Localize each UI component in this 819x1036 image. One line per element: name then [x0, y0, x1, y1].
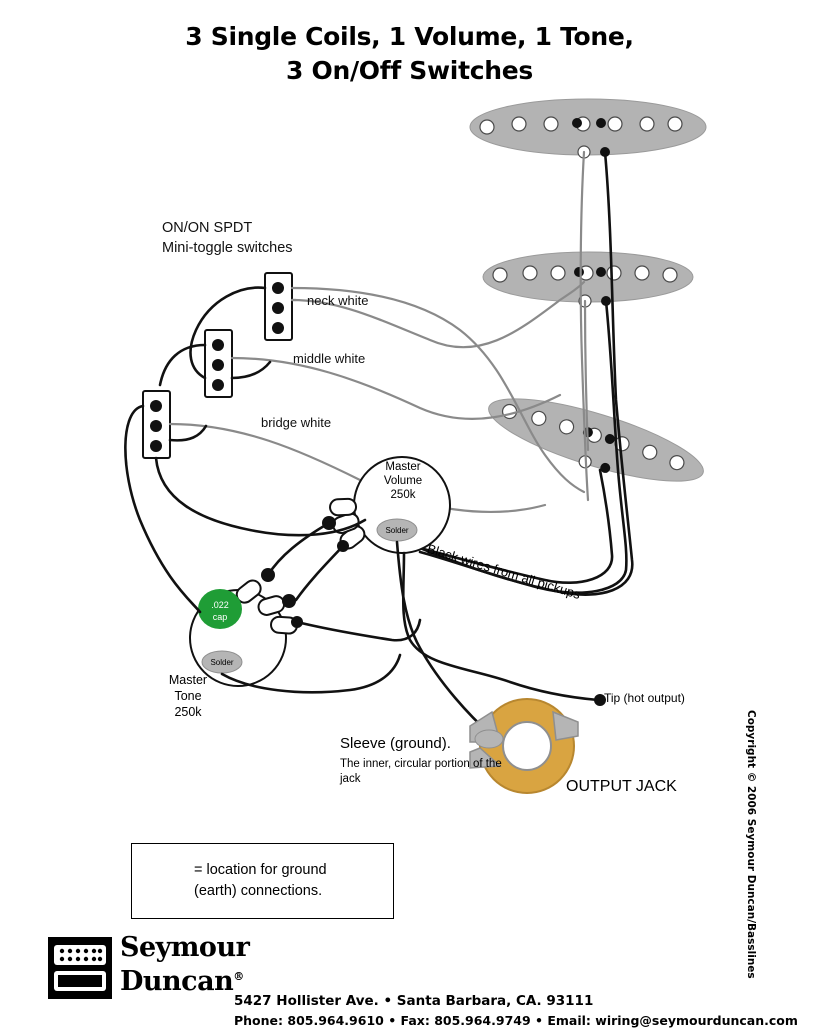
company-contact: Phone: 805.964.9610 • Fax: 805.964.9749 • Email: wiring@seymourduncan.com [234, 1013, 798, 1028]
bridge-switch[interactable] [143, 391, 170, 458]
sleeve-label: Sleeve (ground). [340, 735, 451, 752]
master-volume-label [355, 460, 451, 502]
master-tone-label [140, 672, 236, 720]
company-address: 5427 Hollister Ave. • Santa Barbara, CA. 93111 [234, 993, 594, 1009]
title-line-2: 3 On/Off Switches [286, 56, 533, 85]
svg-text:Solder: Solder [210, 658, 234, 667]
brand-line-1: Seymour [120, 932, 250, 963]
page-title [0, 20, 819, 88]
legend-line-1: = location for ground [194, 862, 327, 878]
legend-line-2: (earth) connections. [194, 883, 323, 899]
switch-type-line-1: ON/ON SPDT [162, 220, 253, 236]
registered-mark: ® [233, 970, 244, 983]
footer [0, 930, 819, 1036]
master-tone-line-3: 250k [174, 705, 202, 719]
neck-switch[interactable] [265, 273, 292, 340]
brand-name [120, 933, 249, 996]
master-volume-line-2: Volume [383, 475, 423, 487]
middle-pickup [483, 252, 693, 307]
svg-text:Solder: Solder [385, 526, 409, 535]
black-wires-label: Black wires from all pickups [425, 540, 583, 602]
bridge-white-label: bridge white [261, 415, 332, 430]
legend-text [194, 860, 384, 902]
neck-pickup [470, 99, 706, 158]
output-jack-label: OUTPUT JACK [566, 778, 677, 795]
brand-line-2: Duncan [120, 966, 234, 997]
copyright-notice: Copyright © 2006 Seymour Duncan/Basslines [745, 710, 757, 979]
master-tone-line-1: Master [168, 673, 208, 687]
logo-pickup-icon [48, 937, 112, 999]
middle-white-label: middle white [293, 351, 366, 366]
seymour-duncan-logo-icon [48, 937, 112, 999]
switch-type-label [162, 218, 293, 258]
master-tone-pot[interactable] [190, 568, 303, 686]
tip-label: Tip (hot output) [604, 691, 685, 705]
master-volume-line-1: Master [385, 461, 421, 473]
tone-capacitor [198, 589, 242, 629]
svg-text:cap: cap [212, 612, 228, 622]
master-volume-line-3: 250k [390, 489, 416, 501]
switch-type-line-2: Mini-toggle switches [162, 240, 293, 256]
title-line-1: 3 Single Coils, 1 Volume, 1 Tone, [185, 22, 634, 51]
master-tone-line-2: Tone [174, 689, 202, 703]
neck-white-label: neck white [307, 293, 369, 308]
brand-line-2-wrap [120, 962, 249, 996]
legend-box [131, 843, 394, 919]
middle-switch[interactable] [205, 330, 232, 397]
sleeve-description: The inner, circular portion of the jack [340, 758, 502, 785]
svg-text:.022: .022 [211, 600, 229, 610]
